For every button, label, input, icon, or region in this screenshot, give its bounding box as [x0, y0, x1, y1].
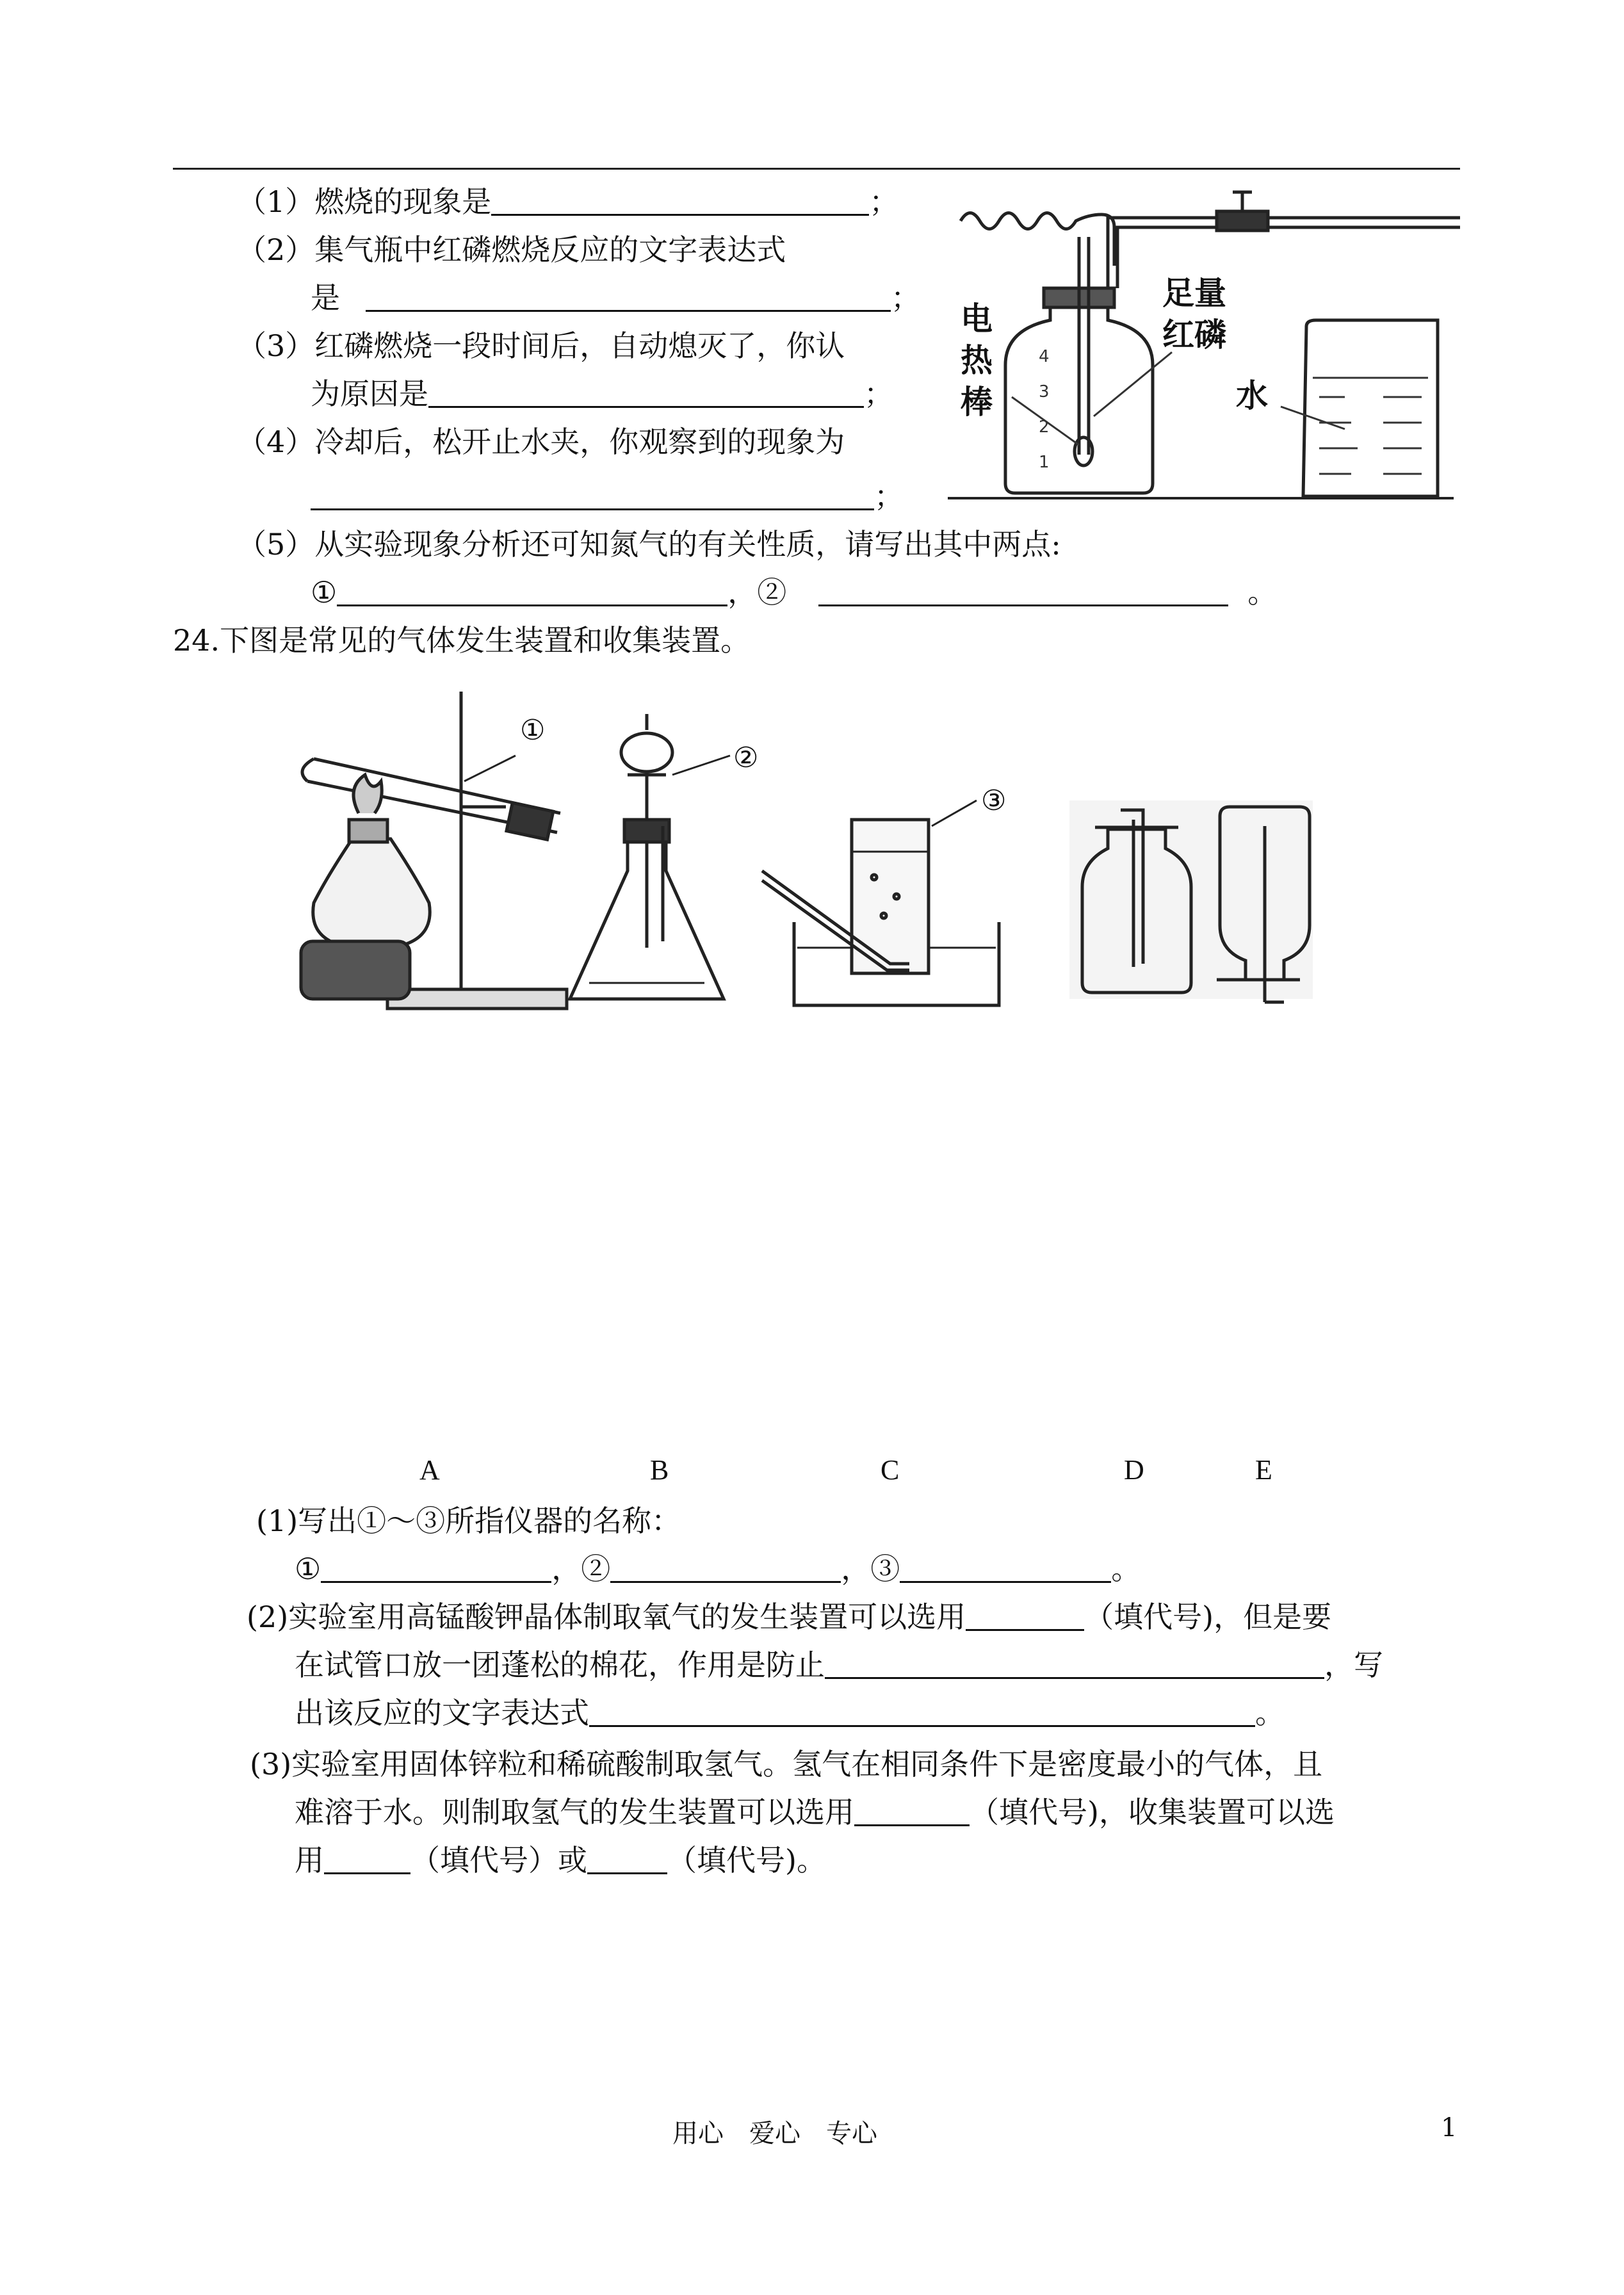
label-apparatus-e: E [1255, 1454, 1272, 1486]
answer-blank[interactable] [966, 1600, 1084, 1631]
apparatus-d-icon [1069, 800, 1313, 999]
label-heater: 电 [961, 300, 993, 337]
beaker-icon [1303, 320, 1438, 496]
label-heater: 棒 [961, 384, 993, 421]
gas-apparatus-figure [288, 685, 1338, 1018]
answer-blank[interactable] [311, 479, 874, 510]
svg-text:1: 1 [1039, 453, 1050, 472]
pointer-label-1: ① [520, 714, 546, 747]
label-apparatus-c: C [881, 1454, 900, 1486]
q23-part4-line2: ； [311, 477, 904, 515]
q24-sub2-line1: (2)实验室用高锰酸钾晶体制取氧气的发生装置可以选用 （填代号)，但是要 [247, 1600, 1332, 1634]
footer-slogan: 用心 爱心 专心 [672, 2119, 877, 2148]
q23-part5-line1: （5）从实验现象分析还可知氮气的有关性质，请写出其中两点: [237, 527, 1061, 562]
answer-blank[interactable] [324, 1843, 410, 1874]
label-apparatus-a: A [419, 1454, 440, 1486]
q24-sub2-line2: 在试管口放一团蓬松的棉花，作用是防止 ，写 [295, 1648, 1383, 1682]
q24-sub3-line2: 难溶于水。则制取氢气的发生装置可以选用 （填代号)，收集装置可以选 [295, 1795, 1335, 1829]
q23-part3-line1: （3）红磷燃烧一段时间后，自动熄灭了，你认 [237, 328, 845, 363]
answer-blank[interactable] [610, 1552, 841, 1583]
answer-blank[interactable] [589, 1696, 1255, 1727]
page-number: 1 [1441, 2113, 1458, 2143]
label-apparatus-b: B [650, 1454, 669, 1486]
q23-part2-line1: （2）集气瓶中红磷燃烧反应的文字表达式 [237, 232, 786, 267]
heater-wire-icon [961, 213, 1114, 266]
answer-blank[interactable] [491, 184, 869, 216]
phosphorus-apparatus-figure [935, 186, 1460, 506]
answer-blank[interactable] [366, 280, 891, 312]
answer-blank[interactable] [854, 1795, 970, 1826]
answer-blank[interactable] [900, 1552, 1111, 1583]
answer-blank[interactable] [321, 1552, 551, 1583]
answer-blank[interactable] [818, 575, 1228, 606]
answer-blank[interactable] [337, 575, 727, 606]
q24-title: 24.下图是常见的气体发生装置和收集装置。 [173, 623, 751, 658]
q24-sub3-line1: (3)实验室用固体锌粒和稀硫酸制取氢气。氢气在相同条件下是密度最小的气体，且 [250, 1747, 1323, 1781]
label-water: 水 [1236, 377, 1268, 414]
pointer-label-2: ② [733, 742, 759, 774]
label-heater: 热 [961, 342, 993, 379]
answer-blank[interactable] [825, 1648, 1324, 1679]
svg-text:2: 2 [1039, 418, 1050, 437]
q23-part1: （1）燃烧的现象是 ； [237, 184, 899, 219]
q23-part3-line2: 为原因是 ； [311, 377, 893, 411]
label-apparatus-d: D [1124, 1454, 1144, 1486]
label-phosphorus: 红磷 [1162, 316, 1226, 353]
apparatus-c-icon [762, 800, 999, 1005]
q23-part4-line1: （4）冷却后，松开止水夹，你观察到的现象为 [237, 425, 845, 459]
svg-text:4: 4 [1039, 347, 1050, 366]
answer-blank[interactable] [428, 377, 864, 408]
header-rule [173, 168, 1460, 170]
label-phosphorus: 足量 [1162, 275, 1226, 312]
q24-sub1-line1: (1)写出①～③所指仪器的名称： [256, 1504, 681, 1538]
q24-sub2-line3: 出该反应的文字表达式 。 [295, 1696, 1285, 1730]
apparatus-b-icon [570, 714, 730, 999]
answer-blank[interactable] [587, 1843, 667, 1874]
q24-sub1-line2: ① ，② ，③ 。 [295, 1552, 1141, 1586]
q24-sub3-line3: 用 （填代号）或 （填代号)。 [295, 1843, 826, 1877]
q23-part5-line2: ① ，② 。 [311, 575, 1278, 610]
svg-text:3: 3 [1039, 382, 1050, 401]
pointer-label-3: ③ [981, 784, 1007, 817]
q23-part2-line2: 是 ； [311, 280, 920, 315]
